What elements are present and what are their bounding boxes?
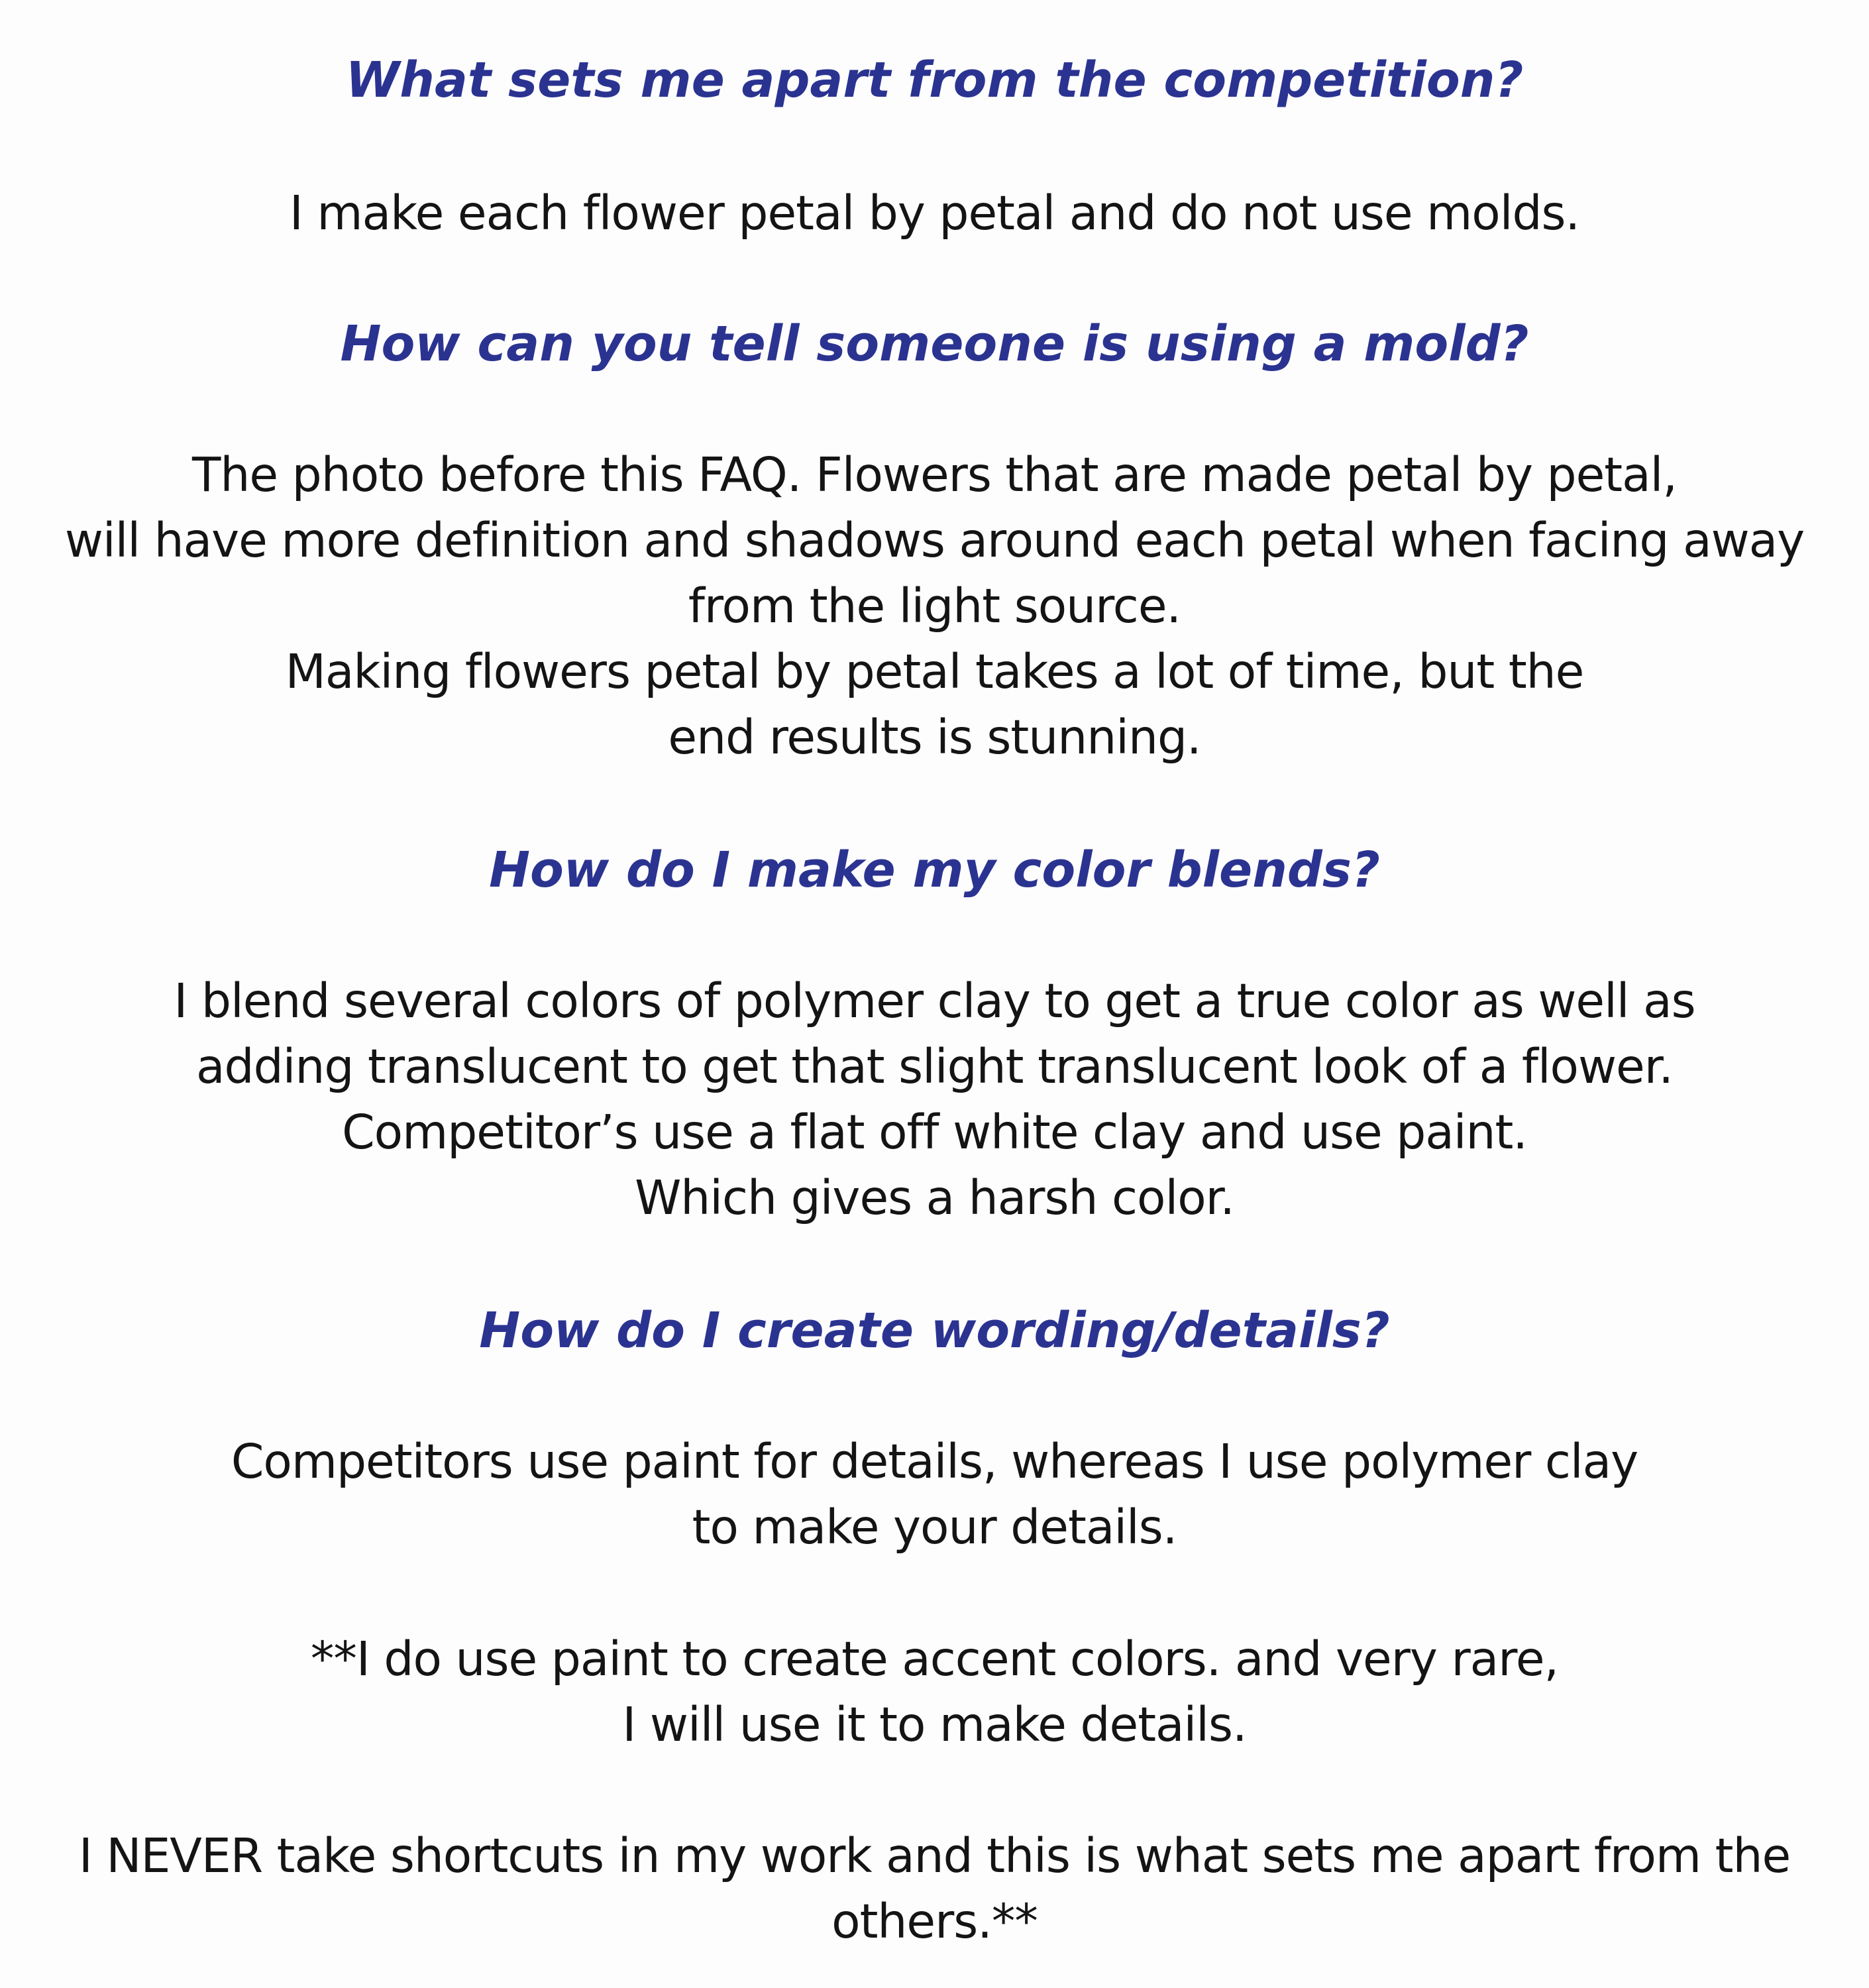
note-line-2: I will use it to make details. bbox=[622, 1697, 1247, 1752]
faq-answer-3-line-2: adding translucent to get that slight translucent look of a flower. bbox=[196, 1039, 1673, 1094]
closing-line-2: others.** bbox=[831, 1894, 1038, 1949]
faq-answer-2-line-3: from the light source. bbox=[688, 579, 1181, 634]
faq-answer-2-line-5: end results is stunning. bbox=[668, 710, 1201, 765]
faq-answer-4-line-2: to make your details. bbox=[692, 1500, 1177, 1555]
note-line-1: **I do use paint to create accent colors. and very rare, bbox=[310, 1631, 1559, 1686]
faq-answer-2-line-1: The photo before this FAQ. Flowers that are made petal by petal, bbox=[192, 447, 1677, 502]
closing-line-1: I NEVER take shortcuts in my work and this is what sets me apart from the bbox=[78, 1828, 1791, 1883]
faq-question-3: How do I make my color blends? bbox=[489, 842, 1380, 899]
faq-answer-3-line-3: Competitor’s use a flat off white clay and use paint. bbox=[342, 1105, 1527, 1160]
faq-answer-2-line-4: Making flowers petal by petal takes a lot of time, but the bbox=[285, 644, 1584, 699]
faq-answer-4-line-1: Competitors use paint for details, whereas I use polymer clay bbox=[231, 1434, 1638, 1489]
faq-question-1: What sets me apart from the competition? bbox=[345, 52, 1524, 109]
faq-answer-1-line-1: I make each flower petal by petal and do not use molds. bbox=[289, 186, 1580, 241]
faq-question-4: How do I create wording/details? bbox=[479, 1302, 1390, 1359]
faq-answer-3-line-1: I blend several colors of polymer clay to get a true color as well as bbox=[174, 973, 1695, 1028]
faq-question-2: How can you tell someone is using a mold? bbox=[340, 315, 1529, 372]
faq-answer-2-line-2: will have more definition and shadows around each petal when facing away bbox=[64, 513, 1805, 568]
faq-answer-3-line-4: Which gives a harsh color. bbox=[635, 1170, 1234, 1225]
